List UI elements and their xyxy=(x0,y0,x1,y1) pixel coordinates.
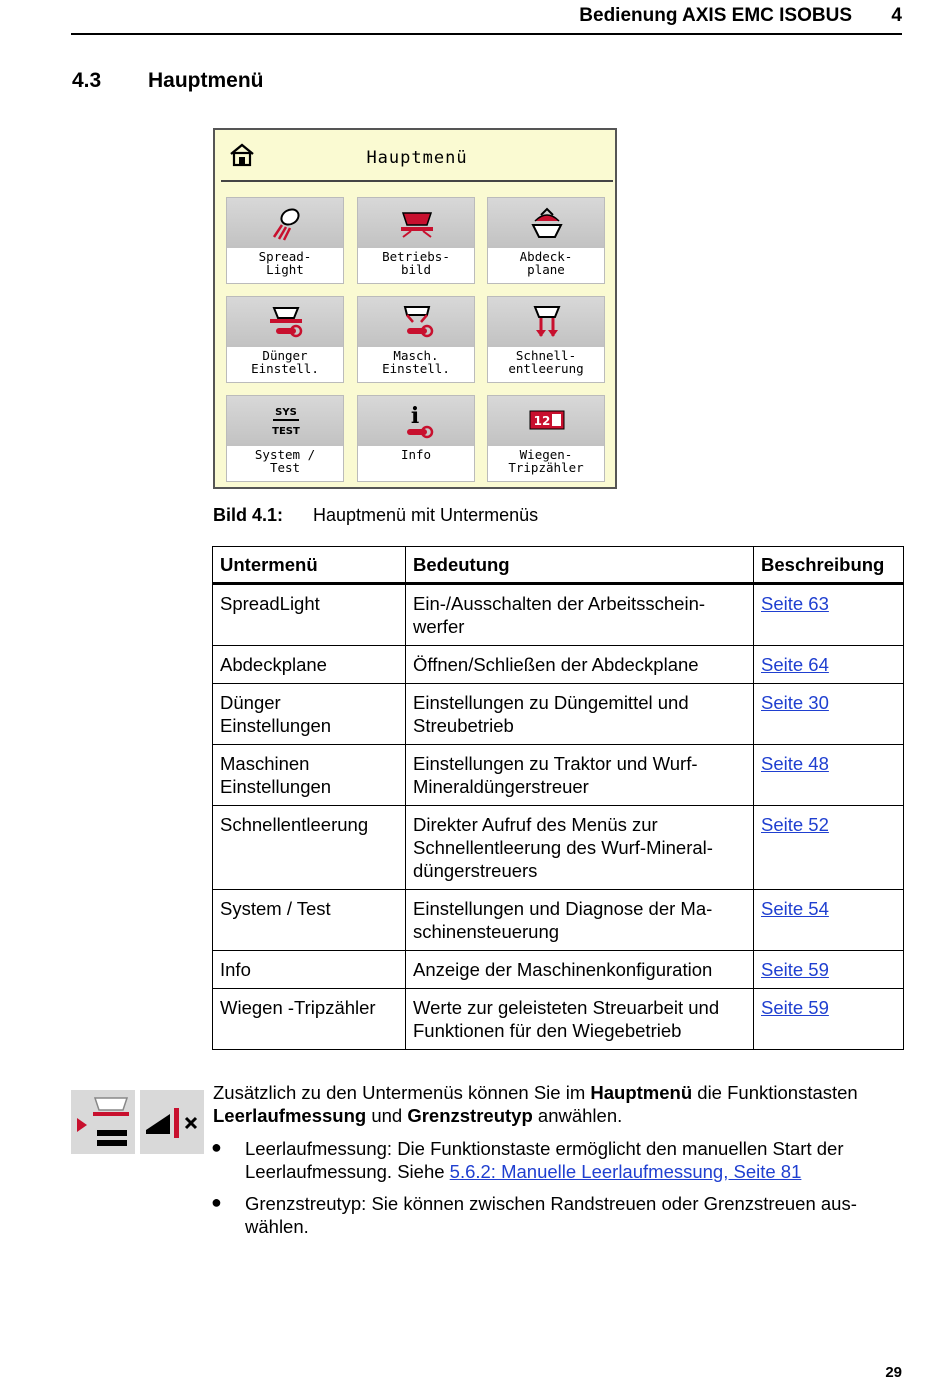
page-reference-link[interactable]: Seite 48 xyxy=(761,753,829,774)
idle-measurement-key-icon[interactable] xyxy=(71,1090,135,1154)
reference-cell xyxy=(754,989,904,1050)
tile-label: Abdeck- plane xyxy=(519,249,573,277)
table-row xyxy=(213,646,904,684)
figure-label: Bild 4.1: xyxy=(213,505,284,525)
intro-text: die Funktionstasten xyxy=(692,1082,858,1103)
intro-paragraph xyxy=(213,1081,903,1127)
intro-text: anwählen. xyxy=(532,1105,623,1126)
figure-caption xyxy=(213,505,538,526)
info-icon xyxy=(397,401,437,441)
running-header-chapter: 4 xyxy=(891,5,902,26)
intro-text: Zusätzlich zu den Untermenüs können Sie im xyxy=(213,1082,591,1103)
border-spreading-type-key-icon[interactable] xyxy=(140,1090,204,1154)
tile-spreadlight[interactable] xyxy=(226,197,344,284)
submenu-cell: Wiegen -Tripzähler xyxy=(213,989,406,1050)
intro-text: und xyxy=(366,1105,408,1126)
reference-cell xyxy=(754,951,904,989)
meaning-cell: Ein-/Ausschalten der Arbeitsschein- werfer xyxy=(406,584,754,646)
table-row xyxy=(213,806,904,890)
reference-cell xyxy=(754,584,904,646)
spreadlight-icon xyxy=(266,203,306,243)
meaning-cell: Einstellungen zu Düngemittel und Streubetrieb xyxy=(406,684,754,745)
tile-label: Info xyxy=(400,447,432,462)
fertilizer-settings-icon xyxy=(266,302,306,342)
tile-abdeckplane[interactable] xyxy=(487,197,605,284)
bullet-item-grenzstreutyp: Grenzstreutyp: Sie können zwischen Randstreuen oder Grenzstreuen aus- wählen. xyxy=(245,1193,857,1237)
figure-caption-text: Hauptmenü mit Untermenüs xyxy=(313,505,539,525)
submenu-cell: SpreadLight xyxy=(213,584,406,646)
meaning-cell: Einstellungen und Diagnose der Ma- schinensteuerung xyxy=(406,890,754,951)
table-row xyxy=(213,584,904,646)
header-rule xyxy=(71,33,902,35)
tile-label: Masch. Einstell. xyxy=(382,348,450,376)
tile-schnellentleerung[interactable] xyxy=(487,296,605,383)
meaning-cell: Werte zur geleisteten Streuarbeit und Funktionen für den Wiegebetrieb xyxy=(406,989,754,1050)
column-header: Beschreibung xyxy=(754,547,904,584)
table-row xyxy=(213,890,904,951)
tile-label: Schnell- entleerung xyxy=(508,348,584,376)
intro-bold-leerlaufmessung: Leerlaufmessung xyxy=(213,1105,367,1126)
table-row xyxy=(213,745,904,806)
tile-masch-einstell[interactable] xyxy=(357,296,475,383)
section-title: Hauptmenü xyxy=(148,69,264,92)
table-row xyxy=(213,684,904,745)
submenu-cell: Abdeckplane xyxy=(213,646,406,684)
machine-settings-icon xyxy=(397,302,437,342)
svg-text:SYS: SYS xyxy=(275,407,297,418)
bullet-dot: ● xyxy=(211,1137,222,1157)
tile-info[interactable] xyxy=(357,395,475,482)
svg-text:i: i xyxy=(410,403,420,429)
intro-bold-hauptmenue: Hauptmenü xyxy=(590,1082,693,1103)
column-header: Untermenü xyxy=(213,547,406,584)
operating-screen-icon xyxy=(397,203,437,243)
system-test-icon xyxy=(266,401,306,441)
main-menu-screen xyxy=(213,128,617,489)
meaning-cell: Anzeige der Maschinenkonfiguration xyxy=(406,951,754,989)
running-header-title: Bedienung AXIS EMC ISOBUS xyxy=(579,5,852,26)
bullet-text: Leerlaufmessung: Die Funktionstaste ermöglicht den manuellen Start der Leerlaufmessung. Siehe xyxy=(245,1138,844,1182)
table-row xyxy=(213,951,904,989)
tile-system-test[interactable] xyxy=(226,395,344,482)
screen-title-rule xyxy=(221,180,613,182)
submenu-table xyxy=(212,546,904,1050)
bullet-item-leerlaufmessung xyxy=(245,1137,905,1183)
submenu-cell: Info xyxy=(213,951,406,989)
page-number: 29 xyxy=(885,1364,902,1381)
table-row xyxy=(213,989,904,1050)
meaning-cell: Direkter Aufruf des Menüs zur Schnellentleerung des Wurf-Mineral- düngerstreuers xyxy=(406,806,754,890)
bullet-dot: ● xyxy=(211,1192,222,1212)
submenu-cell: Maschinen Einstellungen xyxy=(213,745,406,806)
page-reference-link[interactable]: Seite 64 xyxy=(761,654,829,675)
cover-tarpaulin-icon xyxy=(527,203,567,243)
table-header-row xyxy=(213,547,904,584)
tile-duenger-einstell[interactable] xyxy=(226,296,344,383)
tile-label: System / Test xyxy=(254,447,316,475)
submenu-cell: Dünger Einstellungen xyxy=(213,684,406,745)
svg-text:TEST: TEST xyxy=(272,426,300,437)
intro-bold-grenzstreutyp: Grenzstreutyp xyxy=(407,1105,533,1126)
section-number: 4.3 xyxy=(72,69,102,92)
column-header: Bedeutung xyxy=(406,547,754,584)
tile-label: Dünger Einstell. xyxy=(251,348,319,376)
cross-reference-link[interactable]: 5.6.2: Manuelle Leerlaufmessung, Seite 81 xyxy=(449,1161,802,1182)
page-reference-link[interactable]: Seite 30 xyxy=(761,692,829,713)
tile-label: Spread- Light xyxy=(258,249,312,277)
page-reference-link[interactable]: Seite 54 xyxy=(761,898,829,919)
tile-label: Wiegen- Tripzähler xyxy=(508,447,584,475)
meaning-cell: Einstellungen zu Traktor und Wurf- Mineraldüngerstreuer xyxy=(406,745,754,806)
page-reference-link[interactable]: Seite 59 xyxy=(761,997,829,1018)
page-reference-link[interactable]: Seite 63 xyxy=(761,593,829,614)
reference-cell xyxy=(754,890,904,951)
rapid-emptying-icon xyxy=(527,302,567,342)
weighing-tripcounter-icon xyxy=(527,401,567,441)
reference-cell xyxy=(754,806,904,890)
submenu-cell: Schnellentleerung xyxy=(213,806,406,890)
reference-cell xyxy=(754,684,904,745)
tile-wiegen-tripzaehler[interactable] xyxy=(487,395,605,482)
reference-cell xyxy=(754,745,904,806)
screen-title: Hauptmenü xyxy=(366,148,468,168)
section-heading xyxy=(72,69,264,93)
meaning-cell: Öffnen/Schließen der Abdeckplane xyxy=(406,646,754,684)
svg-text:12: 12 xyxy=(533,414,551,428)
page-reference-link[interactable]: Seite 52 xyxy=(761,814,829,835)
tile-label: Betriebs- bild xyxy=(382,249,450,277)
submenu-cell: System / Test xyxy=(213,890,406,951)
page-reference-link[interactable]: Seite 59 xyxy=(761,959,829,980)
reference-cell xyxy=(754,646,904,684)
tile-betriebsbild[interactable] xyxy=(357,197,475,284)
